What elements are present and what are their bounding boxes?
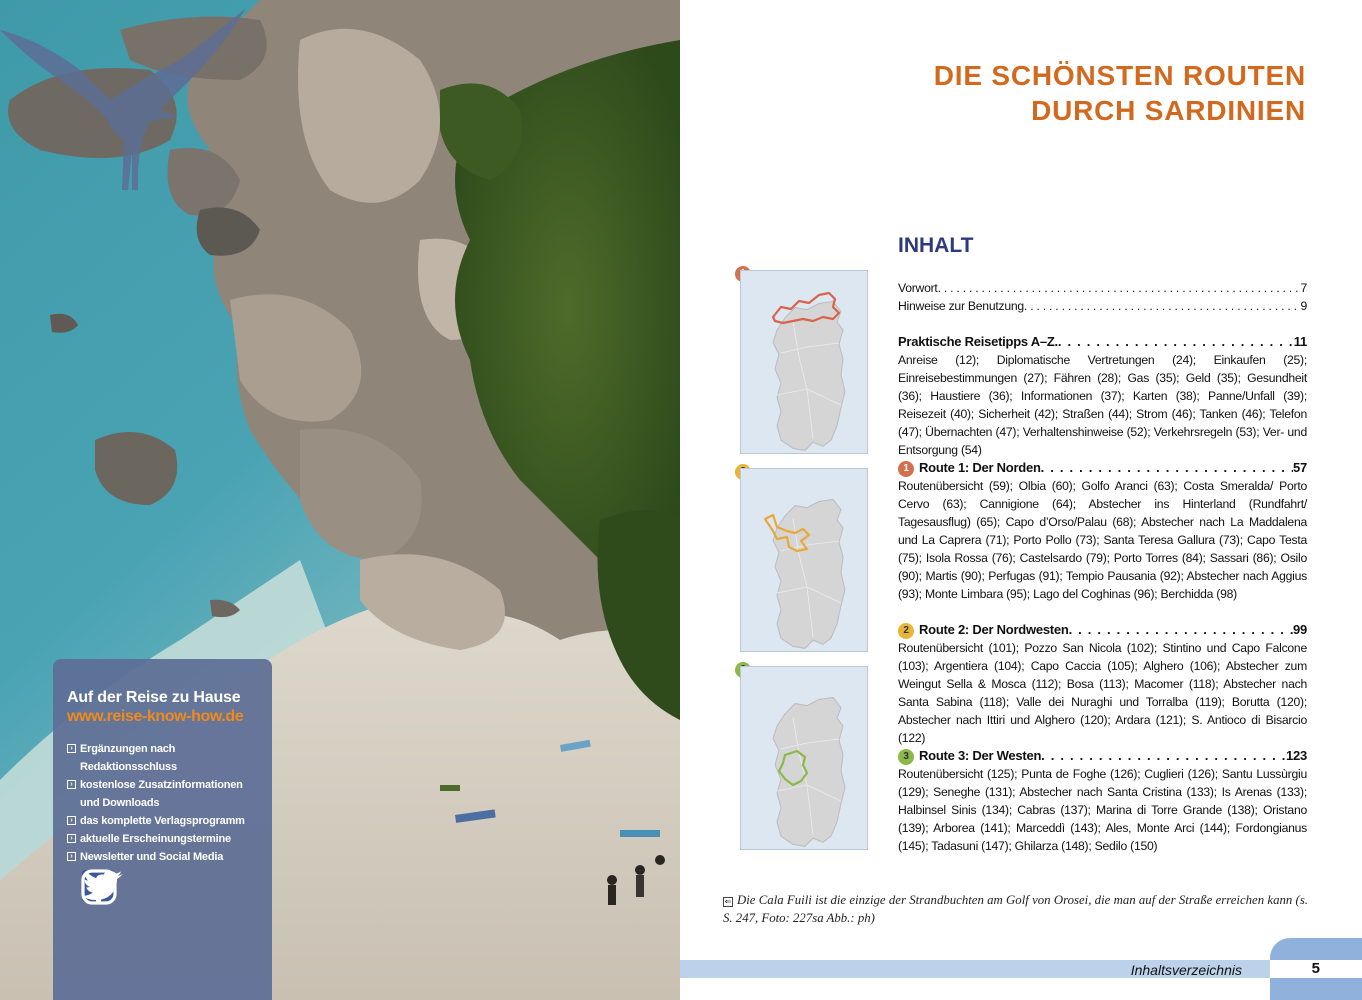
instagram-icon[interactable] [81,869,117,905]
toc-entry-reisetipps[interactable]: Praktische Reisetipps A–Z. . . . 11 [898,333,1307,351]
arrow-box-icon: › [67,816,76,825]
arrow-left-icon: ⇐ [724,897,732,906]
sardinia-map-icon [741,271,867,453]
island-outline [773,697,845,846]
page-number-box [1270,960,1362,978]
page-number: 5 [1311,960,1320,977]
route-2-number-badge: 2 [898,623,914,639]
toc-entry-route-1[interactable]: 1 Route 1: Der Norden . . . 57 [898,459,1307,477]
list-item: › aktuelle Erscheinungstermine [67,830,258,848]
sardinia-map-icon [741,469,867,651]
list-item: › Ergänzungen nach Redaktionsschluss [67,740,258,776]
toc-route-1-details: Routenübersicht (59); Olbia (60); Golfo Aranci (63); Costa Smeralda/ Porto Cervo (63); Cannigione (64); Abstecher ins Hinterland (Rundfahrt/ Tagesausflug) (65); Capo d’Orso/Palau (68); Abstecher nach La Maddalena und La Caprera (71); Porto Pollo (73); Santa Teresa Gallura (73); Capo Testa (75); Isola Rossa (76); Castelsardo (79); Porto Torres (84); Sassari (86); Osilo (90); Martis (90); Perfugas (91); Tempio Pausania (92); Abstecher nach Aggius (93); Monte Limbara (95); Lago del Coghinas (96); Berchidda (98) [898,479,1307,601]
toc-block-reisetipps [898,333,1307,459]
arrow-box-icon: › [67,744,76,753]
route-2-map [740,468,868,652]
footer-band [680,960,1362,978]
list-item: und Downloads [80,797,160,809]
arrow-box-icon: › [67,852,76,861]
toc-block-route-1 [898,459,1307,603]
contents-page [680,0,1362,1000]
toc-route-2-details: Routenübersicht (101); Pozzo San Nicola (102); Stintino und Capo Falcone (103); Argentiera (104); Capo Caccia (105); Alghero (106); Abstecher zum Weingut Sella & Mosca (112); Bosa (113); Macomer (118); Abstecher nach Santa Sabina (118); Valle dei Nuraghi und Torralba (119); Borutta (120); Abstecher nach Ittiri und Alghero (120); Ardara (121); S. Antioco di Bisarcio (122) [898,641,1307,745]
list-item: › kostenlose Zusatzinformationen [67,776,258,794]
list-item: › das komplette Verlagsprogramm [67,812,258,830]
toc-reisetipps-details: Anreise (12); Diplomatische Vertretungen (24); Einkaufen (25); Einreisebestimmungen (27); Fähren (28); Gas (35); Geld (35); Gesundheit (36); Haustiere (36); Informationen (37); Karten (38); Panne/Unfall (39); Reisezeit (40); Sicherheit (42); Straßen (44); Strom (46); Tanken (46); Telefon (47); Übernachten (47); Verhaltenshinweise (52); Verkehrsregeln (53); Ver- und Entsorgung (54) [898,353,1307,457]
promo-title: Auf der Reise zu Hause [67,689,241,706]
cover-photo [0,0,680,1000]
route-3-number-badge: 3 [898,749,914,765]
arrow-box-icon: › [67,834,76,843]
island-outline [773,499,845,648]
promo-feature-list [67,740,258,866]
sardinia-map-icon [741,667,867,849]
toc-block-intro [898,279,1307,315]
online-promo-box [53,659,272,1000]
contents-heading: INHALT [898,234,974,257]
footer-section-label: Inhaltsverzeichnis [1130,962,1242,978]
toc-entry-hinweise[interactable]: Hinweise zur Benutzung . . . 9 [898,297,1307,315]
toc-route-3-details: Routenübersicht (125); Punta de Foghe (126); Cuglieri (126); Santu Lussùrgiu (129); Seneghe (131); Abstecher nach Santa Cristina (133); Is Arenas (133); Halbinsel Sinis (134); Cabras (137); Marina di Torre Grande (138); Oristano (139); Arborea (141); Marceddì (143); Ales, Monte Arci (144); Fordongianus (145); Tadasuni (147); Ghilarza (148); Sedilo (150) [898,767,1307,853]
toc-entry-route-3[interactable]: 3 Route 3: Der Westen . . . 123 [898,747,1307,765]
toc-block-route-2 [898,621,1307,747]
route-1-map [740,270,868,454]
arrow-box-icon: › [67,780,76,789]
toc-entry-vorwort[interactable]: Vorwort . . . 7 [898,279,1307,297]
photo-caption: ⇐ Die Cala Fuili ist die einzige der Strandbuchten am Golf von Orosei, die man auf der Straße erreichen kann (s. S. 247, Foto: 227sa Abb.: ph) [723,893,1308,925]
list-item: › Newsletter und Social Media [67,848,258,866]
toc-entry-route-2[interactable]: 2 Route 2: Der Nordwesten . . . 99 [898,621,1307,639]
route-1-number-badge: 1 [898,461,914,477]
seagull-logo-icon [0,0,260,200]
website-link[interactable]: www.reise-know-how.de [67,708,244,725]
page-headline: DIE SCHÖNSTEN ROUTEN DURCH SARDINIEN [933,60,1306,126]
toc-block-route-3 [898,747,1307,855]
route-3-map [740,666,868,850]
